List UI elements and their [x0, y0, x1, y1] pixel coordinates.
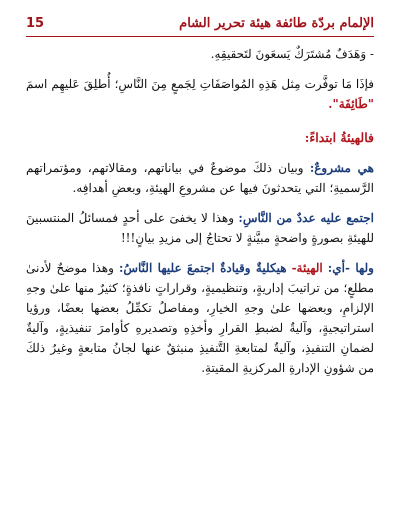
- bullet-line: [26, 44, 374, 64]
- bullet-text: - وَهَدَفٌ مُشتَرَكٌ يَسعَونَ لتَحقيقِهِ.: [210, 47, 374, 61]
- definition-term: "طَائِفَة".: [328, 97, 374, 111]
- paragraph-project: [26, 158, 374, 198]
- structure-intro: ولها -أي:: [327, 261, 374, 275]
- page-number: 15: [26, 15, 45, 31]
- paragraph-gathering: [26, 208, 374, 248]
- section-heading: فالهيئةُ ابتداءً:: [304, 130, 374, 145]
- gathering-label: اجتمع عليه عددٌ من النَّاسِ:: [238, 211, 374, 225]
- paragraph-definition: [26, 74, 374, 114]
- definition-text: فإذَا مَا توفَّرت مِثل هَذِهِ المُواصَفَاتِ لِجَمعٍ مِنَ النَّاسِ؛ أُطلِقَ عَليهِم اسمَ: [26, 77, 374, 91]
- paragraph-structure: [26, 258, 374, 378]
- header-rule: [26, 36, 374, 37]
- gathering-text: وهذا لا يخفىَ على أحدٍ فمسائلُ المنتسبينَ للهيئةِ بصورةٍ واضحةٍ مبيَّنةٍ لا تحتاجُ إلى مزيدِ بيانٍ!!!: [26, 211, 374, 245]
- structure-text: وهذا موضحٌ لأدنىٰ مطلعٍ؛ من تراتيبَ إداريةٍ، وتنظيميةٍ، وقراراتٍ نافذةٍ؛ كثيرٌ منها علىٰ وجهِ الإلزامِ، وبعضها علىٰ وجهِ الخيارِ، ومفاصلُ تكمِّلُ بعضها بعضًا، ورؤيا استراتيجيةٍ، وآليةٌ لضبطِ القرارِ وأخذِهِ وتصديرهِ كأوامرَ تنفيذيةٍ، وآليةٌ لضمانِ التنفيذِ، وآليةٌ لمتابعةِ التَّنفيذِ منبثقٌ عنها لجانُ متابعةٍ وغيرُ ذلكَ من شؤونِ الإدارةِ المركزيةِ المقيتةِ.: [26, 261, 374, 375]
- structure-label: هيكليةٌ وقيادةٌ اجتمعَ عليها النَّاسُ:: [118, 261, 287, 275]
- document-body: [26, 44, 374, 378]
- project-label: هي مشروعٌ:: [309, 161, 374, 175]
- project-text: وبيان ذلكَ موضوعٌ في بياناتهم، ومقالاتهم، ومؤتمراتهم الرَّسميةِ؛ التي يتحدثونَ فيها عن مشروعِ الهيئةِ، وبعضِ أهدافِه.: [26, 161, 374, 195]
- page-header: [26, 10, 374, 36]
- structure-red-term: الهيئة-: [291, 261, 323, 275]
- running-title: الإلمام بردّة طائفة هيئة تحرير الشام: [179, 15, 374, 31]
